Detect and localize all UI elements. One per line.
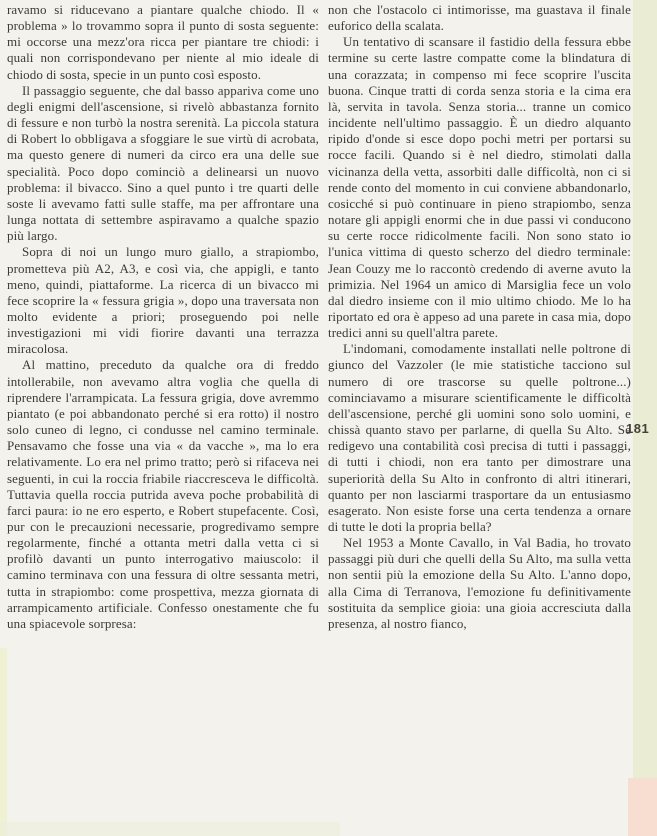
paragraph: Un tentativo di scansare il fastidio della fessura ebbe termine su certe lastre compatte come la blindatura di una corazzata; in compenso mi fece scoprire l'uscita buona. Cinque tratti di corda senza storia e la cima era là, servita in tavola. Senza storia... tranne un comico incidente nell'ultimo passaggio. È un diedro alquanto ripido d'onde si esce dopo pochi metri per portarsi su rocce facili. Quando si è nel diedro, stimolati dalla vicinanza della vetta, assorbiti dalle difficoltà, non ci si rende conto del momento in cui conviene abbandonarlo, cosicché si può continuare in pieno strapiombo, senza notare gli appigli enormi che in due passi vi conducono su certe rocce ridicolmente facili. Non sono stato io l'unica vittima di questo scherzo del diedro terminale: Jean Couzy me lo raccontò credendo di averne avuto la primizia. Nel 1964 un amico di Marsiglia fece un volo dal diedro insieme con il mio ultimo chiodo. Me lo ha riportato ed ora è appeso ad una parete in casa mia, dopo tredici anni su quell'altra parete. (328, 34, 631, 341)
paragraph: Al mattino, preceduto da qualche ora di freddo intollerabile, non avevamo altra voglia che quella di riprendere l'arrampicata. La fessura grigia, dove avremmo piantato (e poi abbandonato perché si era rotto) il nostro solo cuneo di legno, ci condusse nel camino terminale. Pensavamo che fosse una via « da vacche », ma lo era relativamente. Lo era nel primo tratto; però si rifaceva nei seguenti, in cui la roccia friabile riaccresceva le difficoltà. Tuttavia quella roccia putrida aveva poche probabilità di farci paura: io ne ero esperto, e Robert stupefacente. Così, pur con le precauzioni necessarie, progredivamo sempre regolarmente, finché a ottanta metri dalla vetta ci si profilò davanti un punto interrogativo maiuscolo: il camino terminava con una fessura di oltre sessanta metri, tutta in strapiombo: come prospettiva, mezza giornata di arrampicamento artificiale. Confesso onestamente che fu una spiacevole sorpresa: (7, 357, 319, 631)
paragraph: ravamo si riducevano a piantare qualche chiodo. Il « problema » lo trovammo sopra il punto di sosta seguente: mi occorse una mezz'ora ricca per piantare tre chiodi: i quali non corrispondevano per niente al mio ideale di chiodo di sosta, specie in un punto così esposto. (7, 2, 319, 82)
paragraph: non che l'ostacolo ci intimorisse, ma guastava il finale euforico della scalata. (328, 2, 631, 34)
paragraph: Il passaggio seguente, che dal basso appariva come uno degli enigmi dell'ascensione, si rivelò abbastanza fornito di fessure e non turbò la nostra serenità. La piccola statura di Robert lo obbligava a sfoggiare le sue virtù di acrobata, ma questo genere di numeri da circo era una delle sue specialità. Poco dopo cominciò a delinearsi un nuovo problema: il bivacco. Sino a quel punto i tre quarti delle soste li avevamo fatti sulle staffe, ma per affrontare una lunga nottata di settembre aspiravamo a qualche spazio più largo. (7, 82, 319, 244)
right-margin-strip (633, 0, 657, 782)
page-number: 181 (626, 421, 650, 436)
left-edge-tint (0, 648, 7, 836)
bottom-left-tint (0, 822, 340, 836)
paragraph: Sopra di noi un lungo muro giallo, a strapiombo, prometteva più A2, A3, e così via, che appigli, e tanto meno, quindi, piattaforme. La ricerca di un bivacco mi fece scoprire la « fessura grigia », dopo una traversata non molto evidente a priori; proseguendo poi nelle investigazioni mi vidi fiorire davanti una terrazza miracolosa. (7, 244, 319, 357)
paragraph: L'indomani, comodamente installati nelle poltrone di giunco del Vazzoler (le mie statistiche tacciono sul numero di ore trascorse su quelle poltrone...) cominciavamo a misurare scientificamente le difficoltà dell'ascensione, perché gli uomini sono solo uomini, e chissà quanto stavo per parlarne, di quella Su Alto. Se redigevo una contabilità così precisa di tutti i passaggi, di tutti i chiodi, non era tanto per dimostrare una superiorità della Su Alto in confronto di altri itinerari, quanto per non lasciarmi trasportare da un entusiasmo esagerato. Non esiste forse una certa tendenza a ornare di tutte le doti la propria bella? (328, 341, 631, 534)
bottom-right-corner-tint (628, 778, 657, 836)
paragraph: Nel 1953 a Monte Cavallo, in Val Badia, ho trovato passaggi più duri che quelli della Su Alto, ma sulla vetta non sentii più la emozione della Su Alto. L'anno dopo, alla Cima di Terranova, l'emozione fu definitivamente sostituita da semplice gioia: una gioia accresciuta dalla presenza, al nostro fianco, (328, 535, 631, 631)
text-column-right (328, 2, 631, 632)
text-column-left (7, 2, 319, 632)
